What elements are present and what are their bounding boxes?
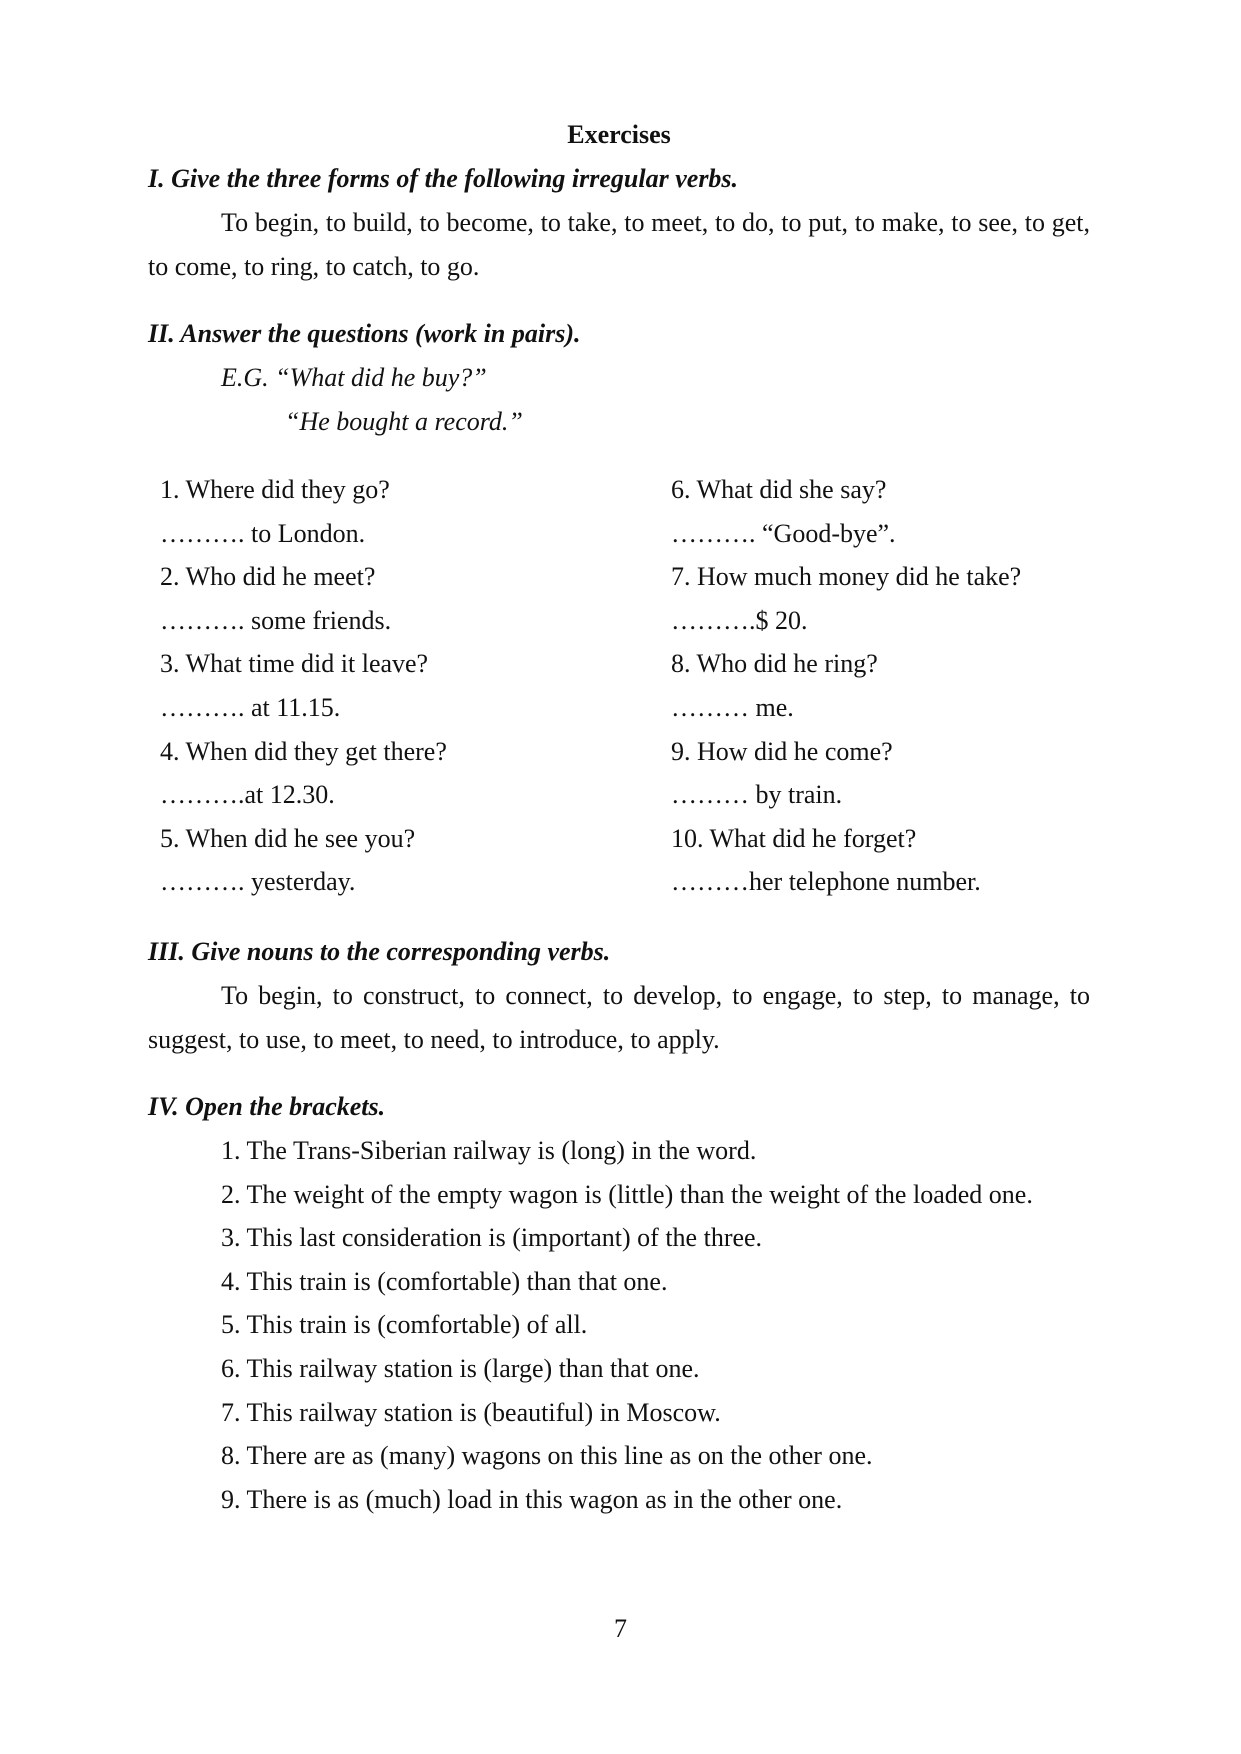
left-cell: 2. Who did he meet? (160, 562, 376, 592)
left-cell: 3. What time did it leave? (160, 649, 429, 679)
list-item: 1. The Trans-Siberian railway is (long) in the word. (221, 1136, 757, 1165)
grid-row (160, 773, 1090, 817)
example-question: E.G. “What did he buy?” (221, 363, 487, 392)
exercise-1-text: To begin, to build, to become, to take, to meet, to do, to put, to make, to see, to get, to come, to ring, to catch, to go. (148, 208, 1090, 281)
grid-row (160, 555, 1090, 599)
grid-row (160, 512, 1090, 556)
list-item: 9. There is as (much) load in this wagon as in the other one. (221, 1484, 843, 1514)
left-cell: ………. yesterday. (160, 867, 356, 897)
exercise-2-heading: II. Answer the questions (work in pairs). (148, 319, 581, 348)
right-cell: ………her telephone number. (671, 867, 981, 897)
list-item: 4. This train is (comfortable) than that one. (221, 1266, 668, 1296)
list-item: 3. This last consideration is (important) of the three. (221, 1223, 763, 1253)
right-cell: 10. What did he forget? (671, 823, 917, 853)
exercise-3-text: To begin, to construct, to connect, to develop, to engage, to step, to manage, to suggest, to use, to meet, to need, to introduce, to apply. (148, 981, 1090, 1054)
example-answer: “He bought a record.” (285, 407, 523, 436)
grid-row (160, 642, 1090, 686)
right-cell: ……… by train. (671, 780, 843, 810)
grid-row (160, 730, 1090, 774)
exercise-1-heading: I. Give the three forms of the following irregular verbs. (148, 164, 739, 193)
right-cell: ……… me. (671, 692, 794, 722)
grid-row (160, 817, 1090, 861)
list-item: 7. This railway station is (beautiful) in Moscow. (221, 1397, 721, 1427)
grid-row (160, 599, 1090, 643)
left-cell: 1. Where did they go? (160, 475, 390, 504)
exercise-4-list (148, 1129, 1090, 1521)
page-title: Exercises (567, 120, 671, 149)
grid-row (160, 860, 1090, 904)
left-cell: ………. to London. (160, 518, 366, 548)
right-cell: ……….$ 20. (671, 605, 808, 635)
left-cell: 4. When did they get there? (160, 736, 447, 766)
right-cell: ………. “Good-bye”. (671, 518, 896, 548)
exercise-4-heading: IV. Open the brackets. (148, 1092, 386, 1121)
list-item: 6. This railway station is (large) than that one. (221, 1353, 700, 1383)
grid-row (160, 468, 1090, 512)
list-item: 5. This train is (comfortable) of all. (221, 1310, 588, 1340)
right-cell: 8. Who did he ring? (671, 649, 878, 679)
right-cell: 6. What did she say? (671, 475, 887, 504)
exercise-3-heading: III. Give nouns to the corresponding verbs. (148, 937, 611, 966)
right-cell: 9. How did he come? (671, 736, 893, 766)
question-grid (160, 468, 1090, 904)
left-cell: ……….at 12.30. (160, 780, 335, 810)
grid-row (160, 686, 1090, 730)
list-item: 8. There are as (many) wagons on this line as on the other one. (221, 1441, 873, 1471)
list-item: 2. The weight of the empty wagon is (little) than the weight of the loaded one. (221, 1179, 1033, 1209)
left-cell: ………. at 11.15. (160, 692, 341, 722)
page-number: 7 (614, 1614, 627, 1643)
left-cell: ………. some friends. (160, 605, 392, 635)
left-cell: 5. When did he see you? (160, 823, 416, 853)
right-cell: 7. How much money did he take? (671, 562, 1022, 592)
